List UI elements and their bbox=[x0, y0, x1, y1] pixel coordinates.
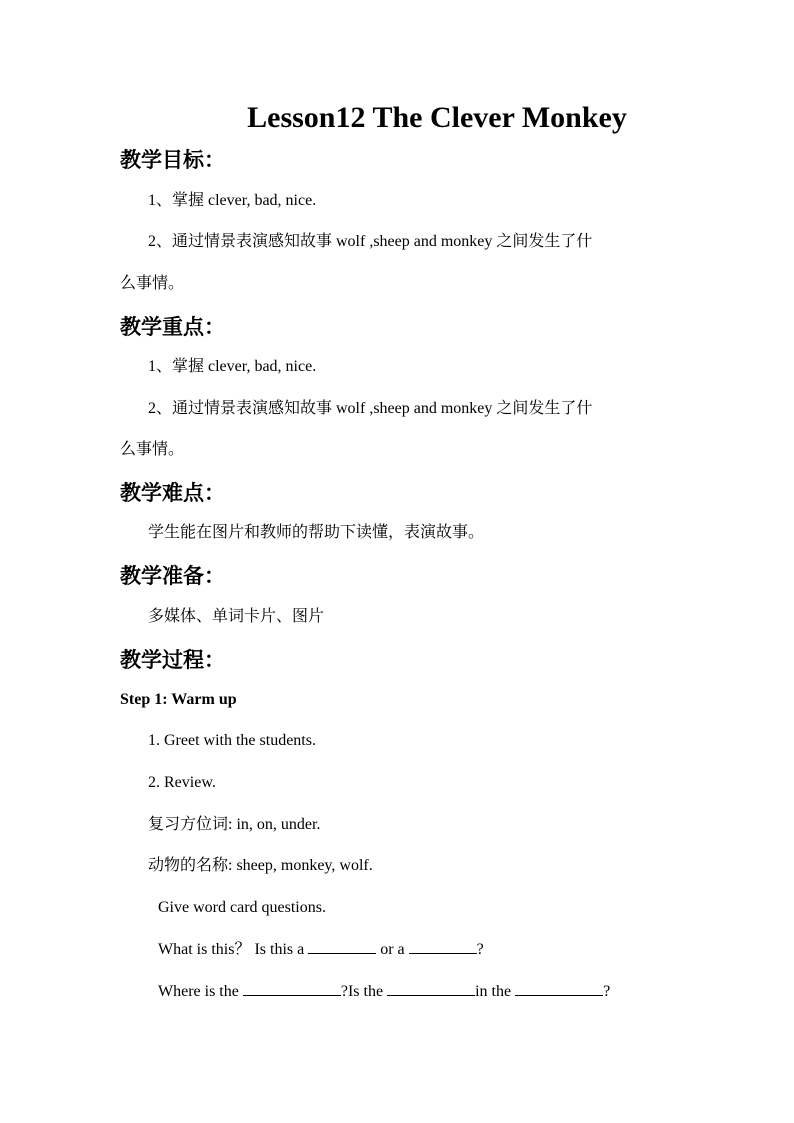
process-line-word-card: Give word card questions. bbox=[158, 899, 326, 916]
page-title: Lesson12 The Clever Monkey bbox=[247, 101, 627, 134]
answer-blank bbox=[515, 981, 603, 996]
question-2-part-d: ? bbox=[603, 983, 611, 1000]
answer-blank bbox=[308, 939, 376, 954]
key-point-item-1: 1、掌握 clever, bad, nice. bbox=[148, 358, 317, 375]
question-1-part-c: ? bbox=[476, 941, 484, 958]
question-line-2 bbox=[158, 981, 610, 1003]
key-point-item-2: 2、通过情景表演感知故事 wolf ,sheep and monkey 之间发生了什 bbox=[148, 400, 593, 417]
process-line-greet: 1. Greet with the students. bbox=[148, 732, 316, 749]
question-1-part-a: What is this？ Is this a bbox=[158, 941, 309, 958]
process-heading: 教学过程： bbox=[120, 648, 225, 672]
objective-item-1: 1、掌握 clever, bad, nice. bbox=[148, 192, 317, 209]
objective-item-2: 2、通过情景表演感知故事 wolf ,sheep and monkey 之间发生了什 bbox=[148, 233, 593, 250]
process-line-review: 2. Review. bbox=[148, 774, 216, 791]
question-line-1 bbox=[158, 939, 484, 961]
answer-blank bbox=[409, 939, 477, 954]
answer-blank bbox=[243, 981, 341, 996]
answer-blank bbox=[387, 981, 475, 996]
key-points-heading: 教学重点： bbox=[120, 315, 225, 339]
process-line-position-words: 复习方位词: in, on, under. bbox=[148, 816, 321, 833]
question-1-part-b: or a bbox=[376, 941, 409, 958]
preparation-heading: 教学准备： bbox=[120, 564, 225, 588]
key-point-item-2-cont: 么事情。 bbox=[120, 441, 185, 458]
question-2-part-b: ?Is the bbox=[340, 983, 388, 1000]
question-2-part-a: Where is the bbox=[158, 983, 243, 1000]
process-line-animal-names: 动物的名称: sheep, monkey, wolf. bbox=[148, 857, 373, 874]
preparation-text: 多媒体、单词卡片、图片 bbox=[148, 608, 325, 625]
step-1-heading: Step 1: Warm up bbox=[120, 691, 237, 708]
difficulties-text: 学生能在图片和教师的帮助下读懂，表演故事。 bbox=[148, 524, 485, 541]
difficulties-heading: 教学难点： bbox=[120, 481, 225, 505]
objectives-heading: 教学目标： bbox=[120, 148, 225, 172]
question-2-part-c: in the bbox=[475, 983, 516, 1000]
objective-item-2-cont: 么事情。 bbox=[120, 275, 185, 292]
